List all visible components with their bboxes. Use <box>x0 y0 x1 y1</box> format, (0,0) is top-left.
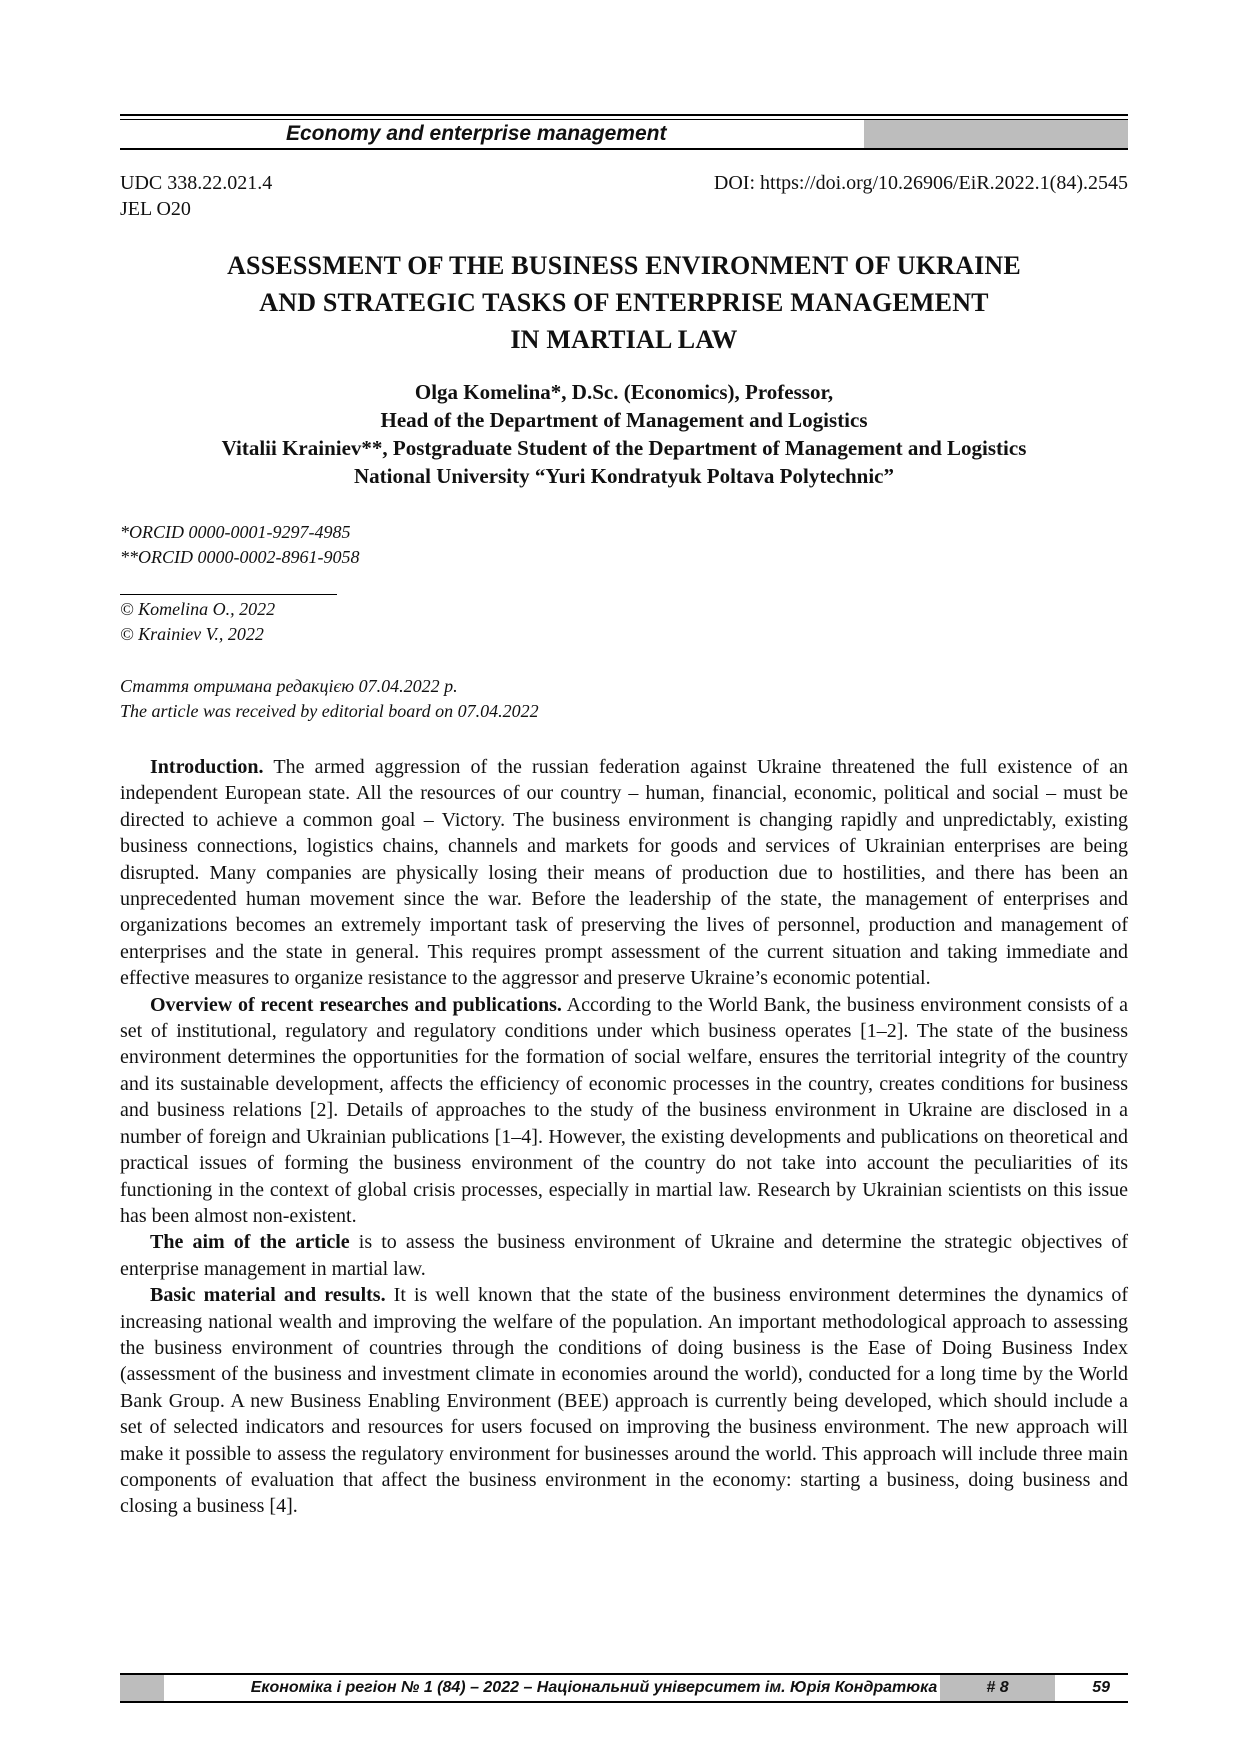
basic-material-text: It is well known that the state of the business environment determines the dynamics of increasing national wealth and improving the welfare of the population. An important methodological approach to assessing the business environment of countries through the conditions of doing business is the Ease of Doing Business Index (assessment of the business and investment climate in economies around the world), conducted for a long time by the World Bank Group. A new Business Enabling Environment (BEE) approach is currently being developed, which should include a set of selected indicators and resources for users focused on improving the business environment. The new approach will make it possible to assess the regulatory environment for businesses around the world. This approach will include three main components of evaluation that affect the business environment in the economy: starting a business, doing business and closing a business [4]. <box>120 1284 1128 1518</box>
paragraph-aim <box>120 1229 1128 1282</box>
copyright-line: © Komelina O., 2022 <box>120 599 276 619</box>
journal-name: Економіка і регіон № 1 (84) – 2022 – Національний університет ім. Юрія Кондратюка <box>250 1679 938 1696</box>
page-number: 59 <box>1092 1679 1110 1696</box>
paragraph-introduction <box>120 754 1128 992</box>
copyright-line: © Krainiev V., 2022 <box>120 624 264 644</box>
running-footer <box>120 1673 1128 1703</box>
introduction-heading: Introduction. <box>150 756 264 778</box>
article-title <box>120 247 1128 358</box>
orcid-line: *ORCID 0000-0001-9297-4985 <box>120 522 351 542</box>
overview-text: According to the World Bank, the business environment consists of a set of institutional, regulatory and regulatory conditions under which business operates [1–2]. The state of the business environment determines the opportunities for the formation of social welfare, ensures the territorial integrity of the country and its sustainable development, affects the efficiency of economic processes in the country, creates conditions for business and business relations [2]. Details of approaches to the study of the business environment in Ukraine are disclosed in a number of foreign and Ukrainian publications [1–4]. However, the existing developments and publications on theoretical and practical issues of forming the business environment of the country do not take into account the peculiarities of its functioning in the context of global crisis processes, especially in martial law. Research by Ukrainian scientists on this issue has been almost non-existent. <box>120 993 1129 1227</box>
paragraph-basic-material <box>120 1282 1128 1520</box>
aim-heading: The aim of the article <box>150 1231 350 1254</box>
footer-shade-left <box>120 1675 164 1701</box>
basic-material-heading: Basic material and results. <box>150 1284 386 1307</box>
issue-number: # 8 <box>940 1675 1055 1701</box>
journal-citation <box>164 1675 1024 1701</box>
author-line: Olga Komelina*, D.Sc. (Economics), Professor, <box>414 380 834 404</box>
title-line: ASSESSMENT OF THE BUSINESS ENVIRONMENT OF UKRAINE <box>227 251 1021 280</box>
running-header <box>120 114 1128 150</box>
authors-block <box>120 378 1128 490</box>
title-line: IN MARTIAL LAW <box>510 325 738 354</box>
received-line: The article was received by editorial board on 07.04.2022 <box>120 701 539 721</box>
udc-code: UDC 338.22.021.4 <box>120 172 273 194</box>
received-block <box>120 674 539 724</box>
section-title: Economy and enterprise management <box>286 122 667 145</box>
copyright-block <box>120 597 275 647</box>
header-shade <box>864 120 1128 148</box>
doi-link[interactable]: DOI: https://doi.org/10.26906/EiR.2022.1(84).2545 <box>713 172 1128 194</box>
received-line: Стаття отримана редакцією 07.04.2022 р. <box>120 676 458 696</box>
header-bar <box>120 120 1128 150</box>
aim-text: is to assess the business environment of Ukraine and determine the strategic objectives of enterprise management in martial law. <box>120 1231 1129 1280</box>
orcid-line: **ORCID 0000-0002-8961-9058 <box>120 547 360 567</box>
overview-heading: Overview of recent researches and publications. <box>150 993 562 1016</box>
author-line: Head of the Department of Management and Logistics <box>380 408 868 432</box>
article-meta <box>120 170 1128 222</box>
jel-code: JEL O20 <box>120 198 191 220</box>
footnote-separator <box>120 594 337 595</box>
article-body <box>120 754 1128 1520</box>
title-line: AND STRATEGIC TASKS OF ENTERPRISE MANAGEMENT <box>259 288 989 317</box>
orcid-block <box>120 520 359 570</box>
introduction-text: The armed aggression of the russian federation against Ukraine threatened the full existence of an independent European state. All the resources of our country – human, financial, economic, political and social – must be directed to achieve a common goal – Victory. The business environment is changing rapidly and unpredictably, existing business connections, logistics chains, channels and markets for goods and services of Ukrainian enterprises are being disrupted. Many companies are physically losing their means of production due to hostilities, and there has been an unprecedented human movement since the war. Before the leadership of the state, the management of enterprises and organizations becomes an extremely important task of preserving the lives of personnel, production and management of enterprises and the state in general. This requires prompt assessment of the current situation and taking immediate and effective measures to organize resistance to the aggressor and preserve Ukraine’s economic potential. <box>120 756 1128 990</box>
author-line: National University “Yuri Kondratyuk Poltava Polytechnic” <box>354 464 894 488</box>
author-line: Vitalii Krainiev**, Postgraduate Student of the Department of Management and Logistics <box>221 436 1027 460</box>
header-rule <box>120 114 1128 116</box>
paragraph-overview <box>120 992 1128 1230</box>
